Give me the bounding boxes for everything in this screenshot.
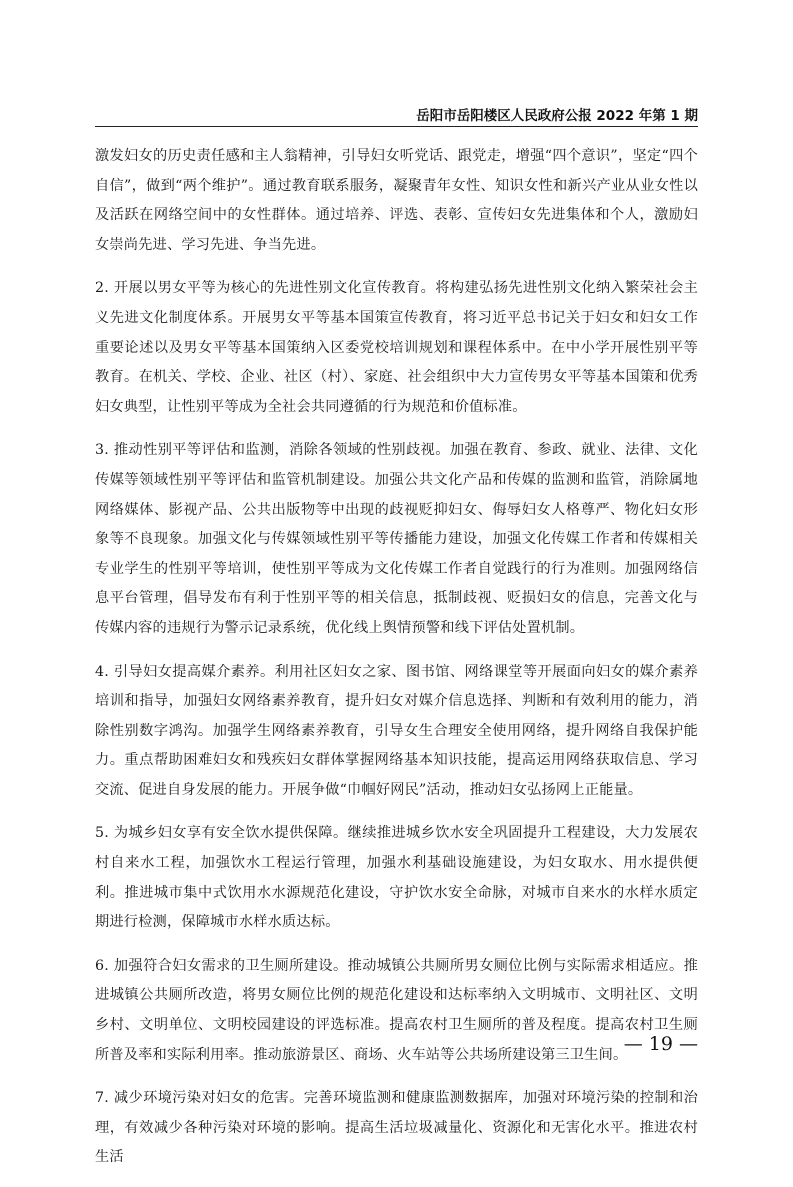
paragraph-item-5: 5. 为城乡妇女享有安全饮水提供保障。继续推进城乡饮水安全巩固提升工程建设，大力发展农村自来水工程，加强饮水工程运行管理，加强水利基础设施建设，为妇女取水、用水提供便利。推进城市集中式饮用水水源规范化建设，守护饮水安全命脉，对城市自来水的水样水质定期进行检测，保障城市水样水质达标。 (95, 825, 698, 931)
paragraph-item-7: 7. 减少环境污染对妇女的危害。完善环境监测和健康监测数据库，加强对环境污染的控制和治理，有效减少各种污染对环境的影响。提高生活垃圾减量化、资源化和无害化水平。推进农村生活 (95, 1090, 698, 1166)
paragraph-item-3: 3. 推动性别平等评估和监测，消除各领域的性别歧视。加强在教育、参政、就业、法律、文化传媒等领域性别平等评估和监管机制建设。加强公共文化产品和传媒的监测和监管，消除属地网络媒体、影视产品、公共出版物等中出现的歧视贬抑妇女、侮辱妇女人格尊严、物化妇女形象等不良现象。加强文化与传媒领域性别平等传播能力建设，加强文化传媒工作者和传媒相关专业学生的性别平等培训，使性别平等成为文化传媒工作者自觉践行的行为准则。加强网络信息平台管理，倡导发布有利于性别平等的相关信息，抵制歧视、贬损妇女的信息，完善文化与传媒内容的违规行为警示记录系统，优化线上舆情预警和线下评估处置机制。 (95, 442, 698, 636)
document-body (95, 142, 698, 1187)
paragraph-item-6: 6. 加强符合妇女需求的卫生厕所建设。推动城镇公共厕所男女厕位比例与实际需求相适应。推进城镇公共厕所改造，将男女厕位比例的规范化建设和达标率纳入文明城市、文明社区、文明乡村、文明单位、文明校园建设的评选标准。提高农村卫生厕所的普及程度。提高农村卫生厕所普及率和实际利用率。推动旅游景区、商场、火车站等公共场所建设第三卫生间。 (95, 957, 698, 1063)
publication-header: 岳阳市岳阳楼区人民政府公报 2022 年第 1 期 (416, 108, 698, 124)
paragraph-item-4: 4. 引导妇女提高媒介素养。利用社区妇女之家、图书馆、网络课堂等开展面向妇女的媒介素养培训和指导，加强妇女网络素养教育，提升妇女对媒介信息选择、判断和有效利用的能力，消除性别数字鸿沟。加强学生网络素养教育，引导女生合理安全使用网络，提升网络自我保护能力。重点帮助困难妇女和残疾妇女群体掌握网络基本知识技能，提高运用网络获取信息、学习交流、促进自身发展的能力。开展争做“巾帼好网民”活动，推动妇女弘扬网上正能量。 (95, 663, 698, 798)
paragraph-continuation: 激发妇女的历史责任感和主人翁精神，引导妇女听党话、跟党走，增强“四个意识”，坚定“四个自信”，做到“两个维护”。通过教育联系服务，凝聚青年女性、知识女性和新兴产业从业女性以及活跃在网络空间中的女性群体。通过培养、评选、表彰、宣传妇女先进集体和个人，激励妇女崇尚先进、学习先进、争当先进。 (95, 148, 698, 253)
page-number: — 19 — (623, 1033, 698, 1055)
header-divider (95, 126, 698, 127)
paragraph-item-2: 2. 开展以男女平等为核心的先进性别文化宣传教育。将构建弘扬先进性别文化纳入繁荣社会主义先进文化制度体系。开展男女平等基本国策宣传教育，将习近平总书记关于妇女和妇女工作重要论述以及男女平等基本国策纳入区委党校培训规划和课程体系中。在中小学开展性别平等教育。在机关、学校、企业、社区（村）、家庭、社会组织中大力宣传男女平等基本国策和优秀妇女典型，让性别平等成为全社会共同遵循的行为规范和价值标准。 (95, 280, 698, 415)
